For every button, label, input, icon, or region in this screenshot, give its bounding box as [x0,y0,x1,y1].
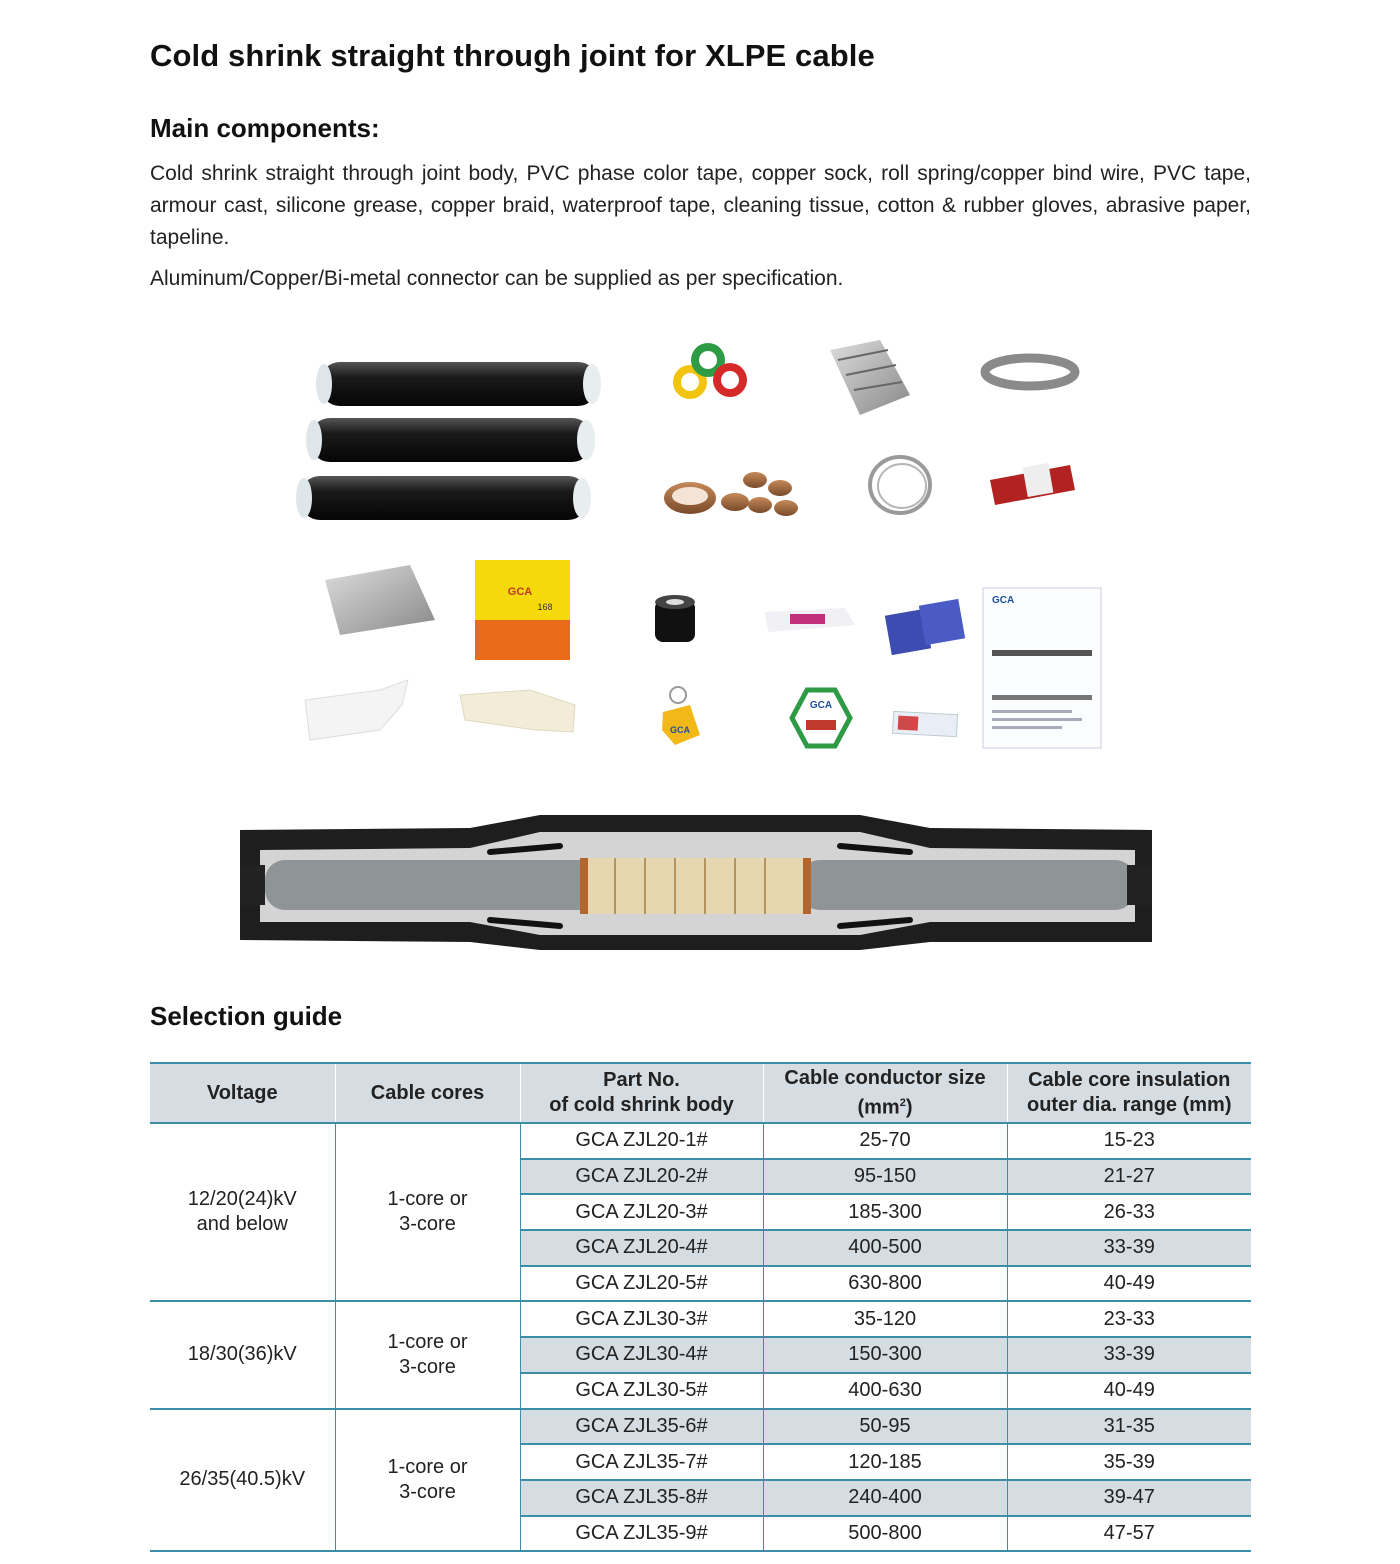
insulation-dia-cell: 23-33 [1007,1301,1251,1337]
quality-badge [792,690,850,746]
voltage-cell: 18/30(36)kV [150,1301,335,1408]
insulation-dia-cell: 35-39 [1007,1444,1251,1480]
conductor-size-cell: 500-800 [763,1516,1007,1552]
roll-spring [985,358,1075,386]
black-tape-roll [655,595,695,642]
voltage-cell: 26/35(40.5)kV [150,1409,335,1552]
cold-shrink-tube-1 [316,362,601,406]
conductor-size-cell: 630-800 [763,1266,1007,1302]
insulation-dia-cell: 21-27 [1007,1159,1251,1195]
part-no-cell: GCA ZJL35-8# [520,1480,763,1516]
voltage-cell: 12/20(24)kV and below [150,1123,335,1301]
pvc-tape-box [475,560,570,660]
insulation-dia-cell: 26-33 [1007,1194,1251,1230]
part-no-cell: GCA ZJL20-1# [520,1123,763,1159]
copper-connector-rings [664,472,798,516]
svg-text:168: 168 [537,602,553,612]
part-no-cell: GCA ZJL35-7# [520,1444,763,1480]
header-conductor-size: Cable conductor size $(mm^2)$ [763,1063,1007,1123]
cotton-gloves [305,680,408,740]
tapeline-keychain [662,687,700,745]
copper-bind-wire [870,457,930,513]
cores-cell: 1-core or 3-core [335,1123,520,1301]
header-voltage: Voltage [150,1063,335,1123]
table-header-row [150,1063,1251,1123]
installation-instruction [983,588,1101,748]
insulation-dia-cell: 47-57 [1007,1516,1251,1552]
part-no-cell: GCA ZJL20-3# [520,1194,763,1230]
table-row [150,1123,1251,1159]
part-no-cell: GCA ZJL30-4# [520,1337,763,1373]
part-no-cell: GCA ZJL20-5# [520,1266,763,1302]
conductor-size-cell: 50-95 [763,1409,1007,1445]
part-no-cell: GCA ZJL30-5# [520,1373,763,1409]
components-description: Cold shrink straight through joint body, PVC phase color tape, copper sock, roll spring/copper bind wire, PVC tape, armour cast, silicone grease, copper braid, waterproof tape, cleaning tissue, cotton & rubber gloves, abrasive paper, tapeline. [150,162,1251,249]
insulation-dia-cell: 39-47 [1007,1480,1251,1516]
insulation-dia-cell: 40-49 [1007,1373,1251,1409]
table-row [150,1301,1251,1337]
part-no-cell: GCA ZJL30-3# [520,1301,763,1337]
table-row [150,1409,1251,1445]
header-part-no: Part No. of cold shrink body [520,1063,763,1123]
part-no-cell: GCA ZJL35-9# [520,1516,763,1552]
svg-text:GCA: GCA [992,595,1015,606]
copper-sock [830,340,910,415]
page-title: Cold shrink straight through joint for XLPE cable [150,38,875,73]
cores-cell: 1-core or 3-core [335,1301,520,1408]
conductor-size-cell: 400-500 [763,1230,1007,1266]
header-insulation-dia: Cable core insulation outer dia. range (mm) [1007,1063,1251,1123]
armour-cast-strip [990,463,1075,505]
insulation-dia-cell: 31-35 [1007,1409,1251,1445]
conductor-size-cell: 120-185 [763,1444,1007,1480]
main-components-heading: Main components: [150,113,380,143]
insulation-dia-cell: 33-39 [1007,1337,1251,1373]
pvc-phase-color-tape [673,343,747,399]
svg-text:GCA: GCA [507,586,533,598]
cold-shrink-tube-3 [296,476,591,520]
insulation-dia-cell: 15-23 [1007,1123,1251,1159]
conductor-size-cell: 400-630 [763,1373,1007,1409]
selection-guide-heading: Selection guide [150,1001,343,1031]
insulation-dia-cell: 33-39 [1007,1230,1251,1266]
conductor-size-cell: 185-300 [763,1194,1007,1230]
conductor-size-cell: 95-150 [763,1159,1007,1195]
part-no-cell: GCA ZJL20-2# [520,1159,763,1195]
connector-note: Aluminum/Copper/Bi-metal connector can be supplied as per specification. [150,267,844,290]
svg-text:GCA: GCA [670,725,690,735]
conductor-size-cell: 150-300 [763,1337,1007,1373]
silicone-grease-pack [325,565,435,635]
cold-shrink-tube-2 [306,418,595,462]
conductor-size-cell: 240-400 [763,1480,1007,1516]
cleaning-tissue [885,599,965,655]
part-no-cell: GCA ZJL20-4# [520,1230,763,1266]
header-cable-cores: Cable cores [335,1063,520,1123]
abrasive-paper [892,711,957,736]
silicone-grease-tube [765,608,855,632]
conductor-size-cell: 35-120 [763,1301,1007,1337]
insulation-dia-cell: 40-49 [1007,1266,1251,1302]
joint-cross-section-photo [240,810,1152,950]
conductor-size-cell: 25-70 [763,1123,1007,1159]
rubber-gloves [460,690,575,732]
svg-text:GCA: GCA [809,700,833,711]
selection-guide-table [150,1062,1251,1552]
cores-cell: 1-core or 3-core [335,1409,520,1552]
part-no-cell: GCA ZJL35-6# [520,1409,763,1445]
kit-components-photo [290,320,1120,780]
